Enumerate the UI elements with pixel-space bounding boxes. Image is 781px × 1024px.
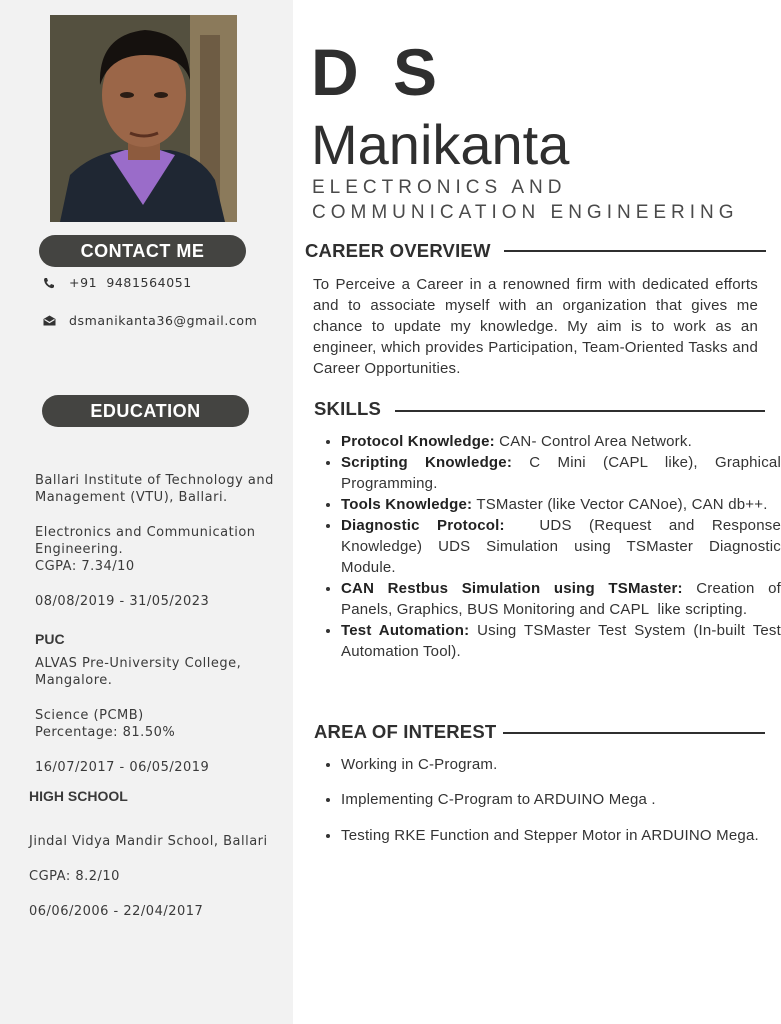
list-item: • Working in C-Program. [341, 754, 781, 775]
career-heading: CAREER OVERVIEW [305, 240, 491, 261]
high-school-heading: HIGH SCHOOL [29, 788, 128, 804]
high-school-institution: Jindal Vidya Mandir School, Ballari [29, 834, 268, 849]
list-item: • Diagnostic Protocol: UDS (Request and Response Knowledge) UDS Simulation using TSMaster Diagnostic Module. [341, 515, 781, 578]
puc-stream: Science (PCMB) [35, 708, 144, 723]
interest-list-1 [320, 754, 781, 775]
puc-heading: PUC [35, 631, 65, 647]
phone-row [42, 275, 192, 290]
skills-list [320, 431, 781, 662]
list-item: • Test Automation: Using TSMaster Test System (In-built Test Automation Tool). [341, 620, 781, 662]
email-row [42, 313, 257, 328]
education-heading: EDUCATION [42, 395, 249, 427]
interest-list-2 [320, 789, 781, 810]
career-text: To Perceive a Career in a renowned firm with dedicated efforts and to associate myself with an organization that gives me chance to update my knowledge. My aim is to work as an engineer, which provides Participation, Team-Oriented Tasks and Career Opportunities. [313, 276, 758, 377]
career-rule [504, 250, 766, 252]
puc-dates: 16/07/2017 - 06/05/2019 [35, 760, 210, 775]
list-item: • Protocol Knowledge: CAN- Control Area Network. [341, 431, 781, 452]
high-school-dates: 06/06/2006 - 22/04/2017 [29, 904, 204, 919]
list-item: • Tools Knowledge: TSMaster (like Vector CANoe), CAN db++. [341, 494, 781, 515]
first-name: D S [311, 35, 446, 109]
puc-institution: ALVAS Pre-University College, Mangalore. [35, 656, 242, 688]
degree-branch: Electronics and Communication Engineering. [35, 525, 256, 557]
degree-institution: Ballari Institute of Technology and Management (VTU), Ballari. [35, 473, 274, 505]
skills-rule [395, 410, 765, 412]
degree-dates: 08/08/2019 - 31/05/2023 [35, 594, 210, 609]
list-item: • Scripting Knowledge: C Mini (CAPL like), Graphical Programming. [341, 452, 781, 494]
list-item: • Testing RKE Function and Stepper Motor in ARDUINO Mega. [341, 825, 781, 846]
last-name: Manikanta [311, 113, 570, 176]
contact-heading: CONTACT ME [39, 235, 246, 267]
list-item: • CAN Restbus Simulation using TSMaster: Creation of Panels, Graphics, BUS Monitoring and CAPL like scripting. [341, 578, 781, 620]
job-title: ELECTRONICS AND COMMUNICATION ENGINEERING [312, 177, 739, 223]
email-address: dsmanikanta36@gmail.com [69, 313, 258, 328]
profile-photo [50, 15, 237, 222]
phone-icon [42, 276, 56, 290]
interest-rule [503, 732, 765, 734]
phone-number: +91 9481564051 [69, 275, 192, 290]
interest-list-3 [320, 825, 781, 846]
skills-heading: SKILLS [314, 398, 381, 419]
interest-heading: AREA OF INTEREST [314, 721, 497, 742]
puc-percentage: Percentage: 81.50% [35, 725, 176, 740]
high-school-cgpa: CGPA: 8.2/10 [29, 869, 120, 884]
degree-cgpa: CGPA: 7.34/10 [35, 559, 135, 574]
list-item: • Implementing C-Program to ARDUINO Mega . [341, 789, 781, 810]
envelope-icon [42, 314, 56, 328]
